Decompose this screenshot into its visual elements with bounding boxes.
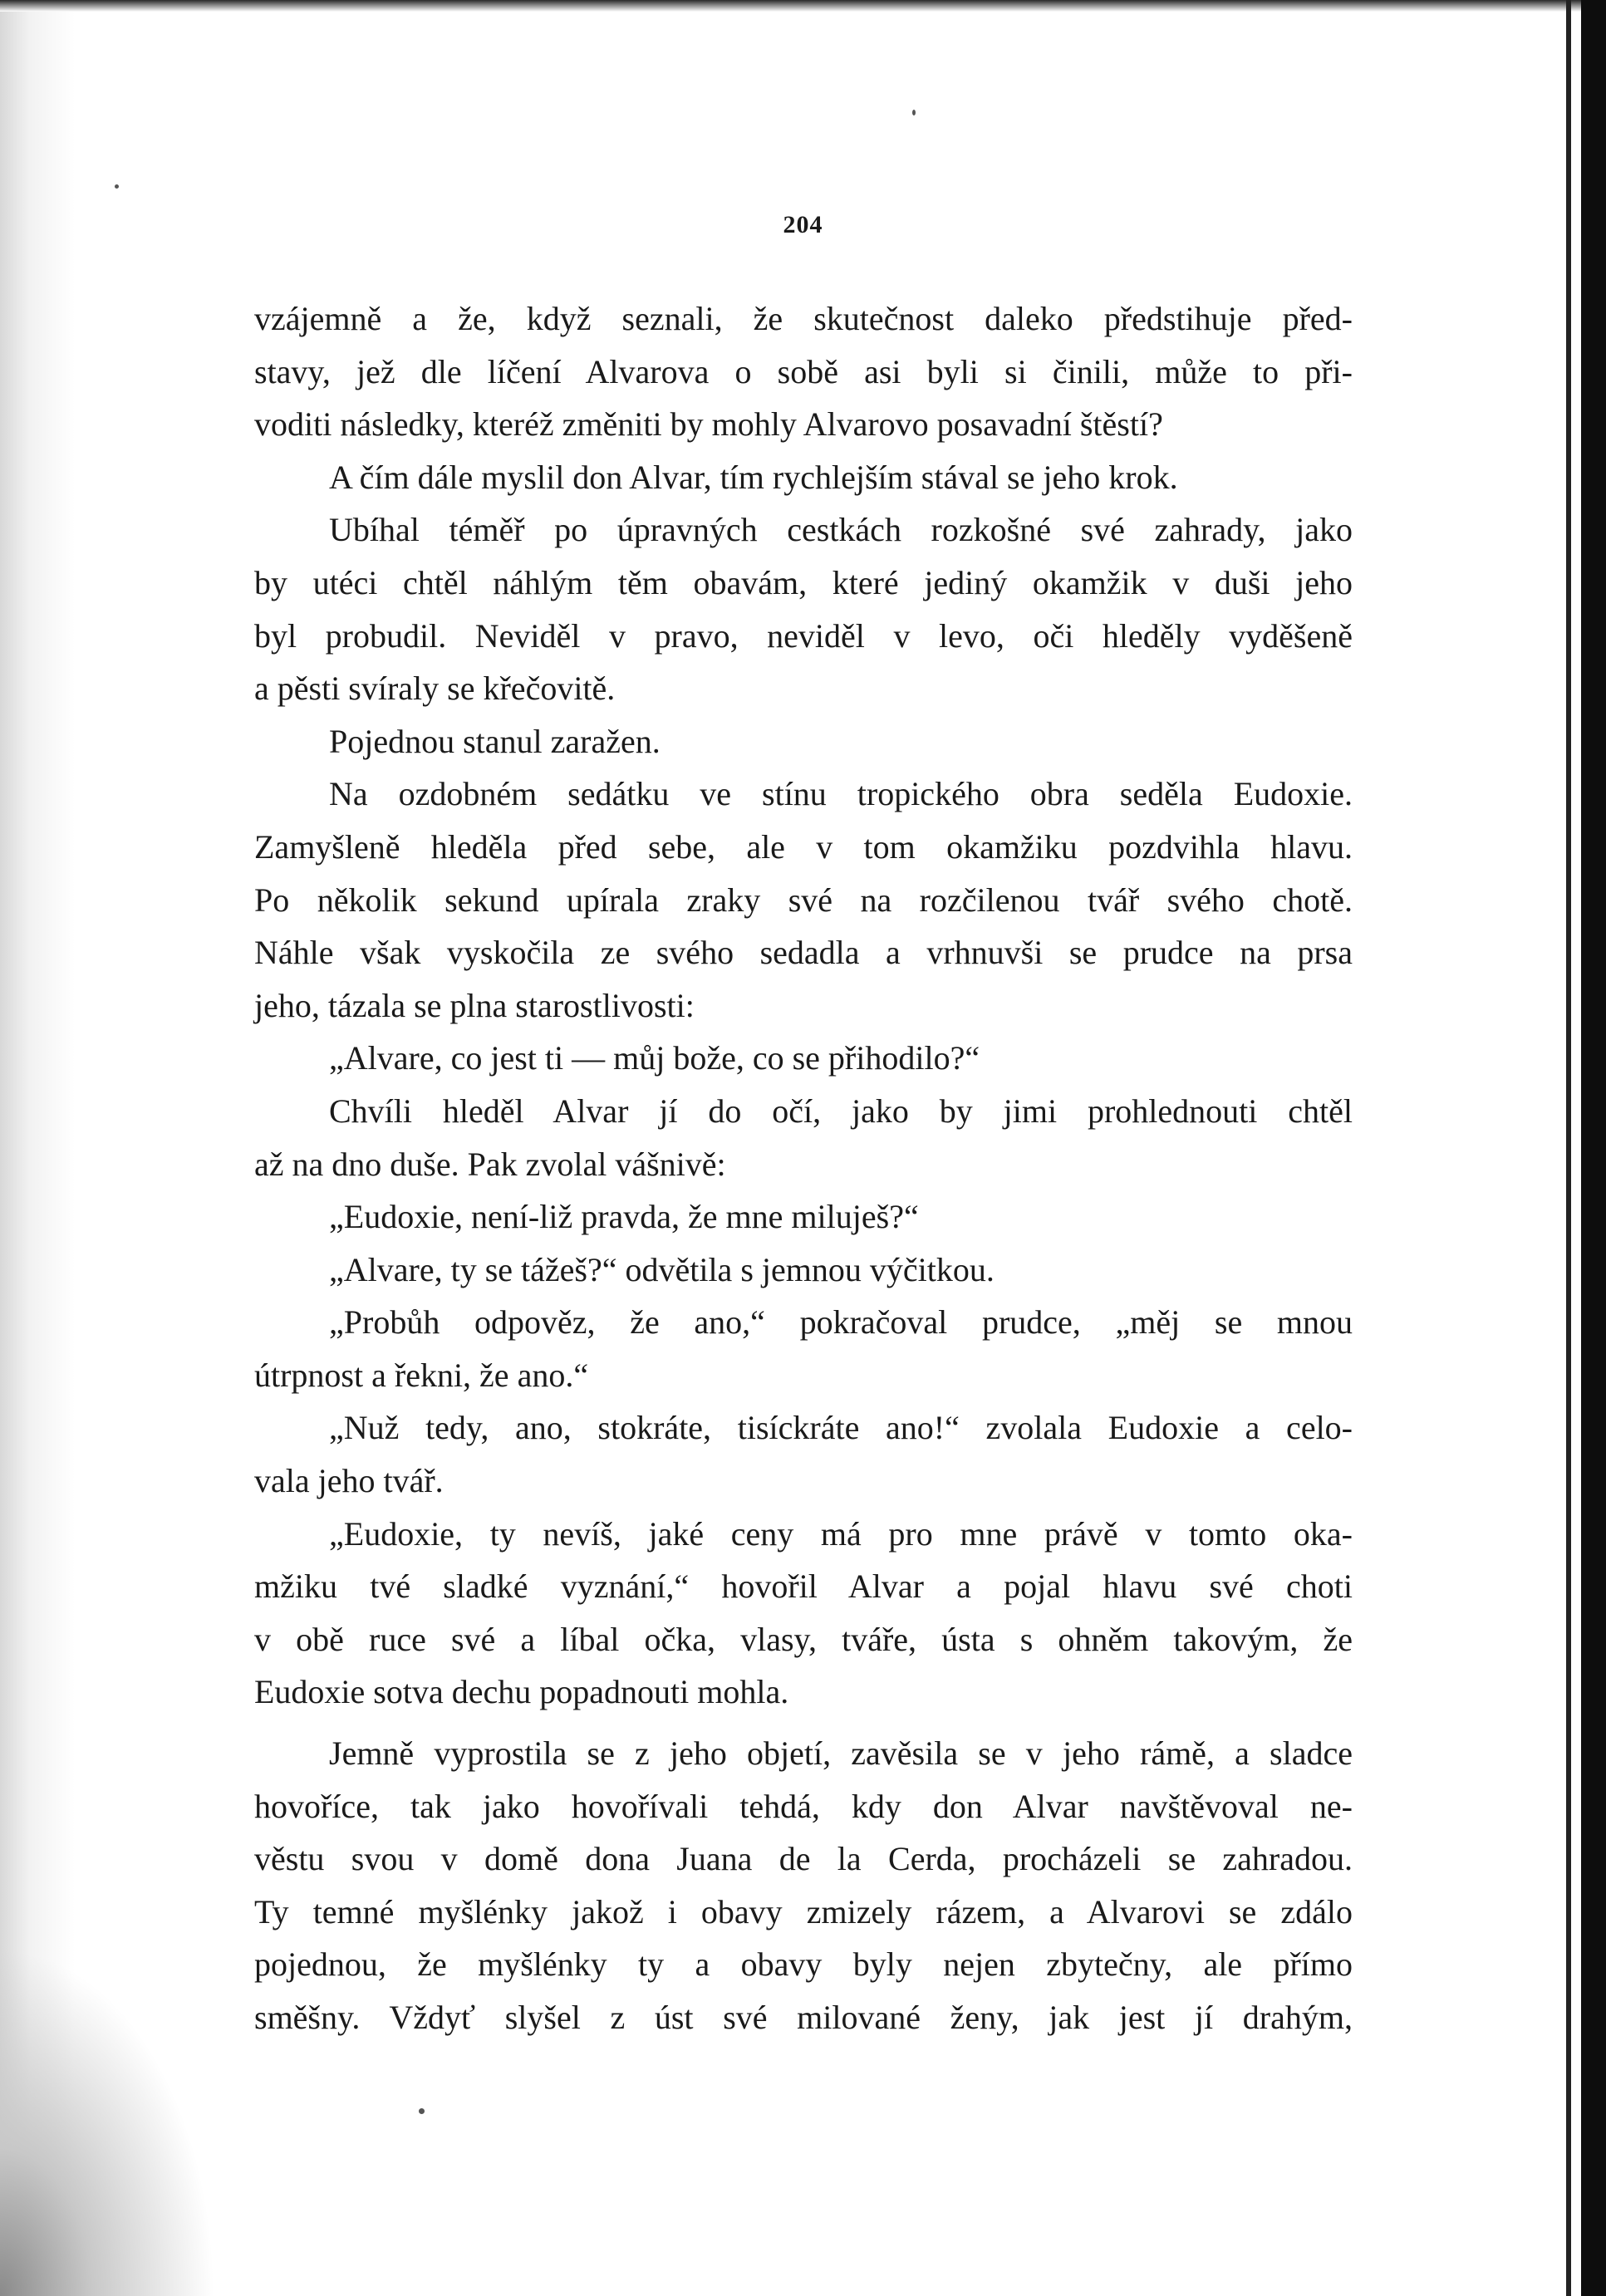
- page-number: 204: [783, 211, 823, 238]
- page-edge-inner-line: [1566, 0, 1571, 2296]
- scan-speck: [419, 2108, 425, 2114]
- text-line: „Alvare, co jest ti — můj bože, co se přihodilo?“: [329, 1039, 980, 1077]
- body-text: [254, 292, 1353, 2044]
- text-line: Eudoxie sotva dechu popadnouti mohla.: [254, 1673, 789, 1711]
- text-line: Jemně vyprostila se z jeho objetí, zavěsila se v jeho rámě, a sladce: [329, 1734, 1353, 1773]
- text-line: „Nuž tedy, ano, stokráte, tisíckráte ano!“ zvolala Eudoxie a celo-: [329, 1409, 1353, 1447]
- text-line: Ubíhal téměř po úpravných cestkách rozkošné své zahrady, jako: [329, 511, 1353, 549]
- text-line: pojednou, že myšlénky ty a obavy byly nejen zbytečny, ale přímo: [254, 1945, 1353, 1984]
- text-line: Po několik sekund upírala zraky své na rozčilenou tvář svého chotě.: [254, 881, 1353, 919]
- scan-speck: [912, 110, 916, 115]
- text-line: Na ozdobném sedátku ve stínu tropického obra seděla Eudoxie.: [329, 775, 1353, 813]
- text-line: Zamyšleně hleděla před sebe, ale v tom okamžiku pozdvihla hlavu.: [254, 827, 1353, 866]
- text-line: mžiku tvé sladké vyznání,“ hovořil Alvar a pojal hlavu své choti: [254, 1567, 1353, 1606]
- text-line: byl probudil. Neviděl v pravo, neviděl v levo, oči hleděly vyděšeně: [254, 616, 1353, 655]
- text-line: „Eudoxie, není-liž pravda, že mne miluješ?“: [329, 1198, 919, 1236]
- text-line: v obě ruce své a líbal očka, vlasy, tváře, ústa s ohněm takovým, že: [254, 1620, 1353, 1658]
- text-line: směšny. Vždyť slyšel z úst své milované ženy, jak jest jí drahým,: [254, 1999, 1353, 2036]
- text-line: a pěsti svíraly se křečovitě.: [254, 670, 616, 708]
- text-line: by utéci chtěl náhlým těm obavám, které jediný okamžik v duši jeho: [254, 563, 1353, 601]
- text-line: „Alvare, ty se tážeš?“ odvětila s jemnou výčitkou.: [329, 1250, 995, 1288]
- text-line: „Probůh odpověz, že ano,“ pokračoval prudce, „měj se mnou: [329, 1303, 1353, 1342]
- text-line: Ty temné myšlénky jakož i obavy zmizely rázem, a Alvarovi se zdálo: [254, 1892, 1353, 1931]
- text-line: vala jeho tvář.: [254, 1462, 444, 1500]
- text-line: voditi následky, kteréž změniti by mohly Alvarovo posavadní štěstí?: [254, 405, 1163, 444]
- paragraph-gap: [254, 1719, 1353, 1727]
- text-line: jeho, tázala se plna starostlivosti:: [254, 986, 695, 1024]
- page-edge-right: [1581, 0, 1606, 2296]
- text-line: Chvíli hleděl Alvar jí do očí, jako by jimi prohlednouti chtěl: [329, 1092, 1353, 1130]
- scan-speck: [115, 184, 119, 189]
- text-line: Náhle však vyskočila ze svého sedadla a vrhnuvši se prudce na prsa: [254, 934, 1353, 972]
- text-line: vzájemně a že, když seznali, že skutečnost daleko předstihuje před-: [254, 300, 1353, 337]
- text-line: až na dno duše. Pak zvolal vášnivě:: [254, 1145, 726, 1183]
- page-shadow-bottom-left: [0, 1947, 216, 2296]
- text-line: stavy, jež dle líčení Alvarova o sobě asi byli si činili, může to při-: [254, 352, 1353, 390]
- text-line: „Eudoxie, ty nevíš, jaké ceny má pro mne právě v tomto oka-: [329, 1514, 1353, 1553]
- text-line: A čím dále myslil don Alvar, tím rychlejším stával se jeho krok.: [329, 458, 1178, 496]
- page-edge-top: [0, 0, 1606, 12]
- text-line: věstu svou v domě dona Juana de la Cerda, procházeli se zahradou.: [254, 1840, 1353, 1878]
- text-line: útrpnost a řekni, že ano.“: [254, 1356, 589, 1394]
- text-line: Pojednou stanul zaražen.: [329, 722, 661, 760]
- text-line: hovoříce, tak jako hovořívali tehdá, kdy don Alvar navštěvoval ne-: [254, 1787, 1353, 1825]
